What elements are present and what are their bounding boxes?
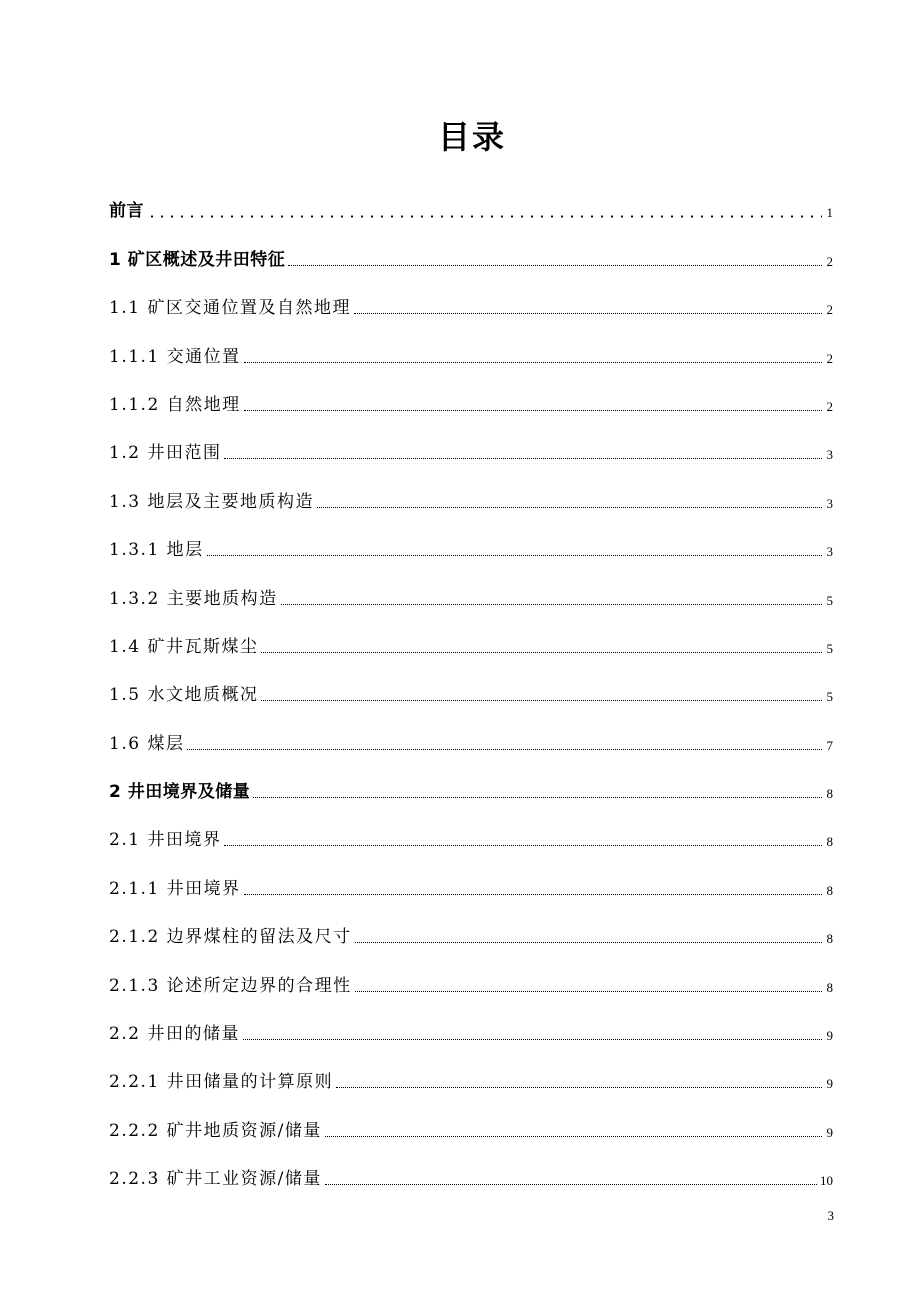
- toc-dot-leader: [325, 1184, 817, 1185]
- toc-dot-leader: [224, 458, 822, 459]
- toc-dot-leader: [261, 700, 822, 701]
- toc-dot-leader: [253, 797, 822, 798]
- toc-entry-page: 5: [826, 592, 833, 608]
- toc-entry-page: 2: [826, 253, 833, 269]
- toc-entry-page: 9: [826, 1076, 833, 1092]
- toc-dot-leader: [336, 1087, 822, 1088]
- page-title: 目录: [437, 118, 506, 156]
- toc-entry-label: 2.2 井田的储量: [109, 1024, 240, 1045]
- toc-entry[interactable]: [109, 913, 833, 961]
- toc-dot-leader: [187, 749, 822, 750]
- toc-dot-leader: [288, 265, 822, 266]
- toc-entry-label: 2.2.1 井田储量的计算原则: [109, 1072, 334, 1093]
- toc-entry[interactable]: [109, 574, 833, 622]
- toc-entry-label: 1.3 地层及主要地质构造: [109, 491, 314, 512]
- toc-entry[interactable]: [109, 187, 833, 235]
- toc-entry-label: 2.1.1 井田境界: [109, 878, 241, 899]
- toc-entry-page: 5: [826, 640, 833, 656]
- toc-entry[interactable]: [109, 1010, 833, 1058]
- toc-entry-page: 8: [826, 979, 833, 995]
- toc-entry-label: 1.2 井田范围: [109, 443, 222, 464]
- toc-entry-page: 8: [826, 786, 833, 802]
- toc-entry-label: 1.1.2 自然地理: [109, 394, 241, 415]
- toc-entry[interactable]: [109, 332, 833, 380]
- toc-entry-page: 8: [826, 931, 833, 947]
- toc-dot-leader: [244, 410, 822, 411]
- toc-entry[interactable]: [109, 816, 833, 864]
- toc-entry-label: 1 矿区概述及井田特征: [109, 249, 286, 270]
- toc-entry-label: 2.2.2 矿井地质资源/储量: [109, 1120, 322, 1141]
- toc-entry-page: 5: [826, 689, 833, 705]
- toc-entry[interactable]: [109, 671, 833, 719]
- toc-entry-label: 2.1.3 论述所定边界的合理性: [109, 975, 352, 996]
- toc-entry-page: 10: [820, 1173, 833, 1189]
- toc-entry-label: 前言: [109, 201, 144, 222]
- toc-dot-leader: [224, 845, 822, 846]
- toc-entry-label: 1.1.1 交通位置: [109, 346, 241, 367]
- toc-dot-leader: [355, 991, 822, 992]
- toc-entry[interactable]: [109, 477, 833, 525]
- toc-entry-label: 2 井田境界及储量: [109, 782, 251, 803]
- toc-entry[interactable]: [109, 526, 833, 574]
- toc-dot-leader: [325, 1136, 822, 1137]
- toc-dot-leader: [354, 313, 822, 314]
- toc-entry[interactable]: [109, 961, 833, 1009]
- toc-entry-page: 2: [826, 398, 833, 414]
- toc-dot-leader: [244, 362, 822, 363]
- toc-entry-label: 1.3.2 主要地质构造: [109, 588, 278, 609]
- toc-dot-leader: [281, 604, 822, 605]
- toc-entry-label: 1.4 矿井瓦斯煤尘: [109, 636, 259, 657]
- toc-entry-label: 1.3.1 地层: [109, 540, 204, 561]
- toc-entry-page: 7: [826, 737, 833, 753]
- toc-dot-leader: [147, 215, 822, 218]
- toc-entry[interactable]: [109, 381, 833, 429]
- toc-entry[interactable]: [109, 1155, 833, 1203]
- toc-entry-page: 2: [826, 350, 833, 366]
- toc-entry[interactable]: [109, 235, 833, 283]
- toc-entry[interactable]: [109, 623, 833, 671]
- toc-dot-leader: [317, 507, 822, 508]
- toc-entry-page: 8: [826, 834, 833, 850]
- table-of-contents: [109, 187, 833, 1203]
- page-number: 3: [827, 1208, 834, 1223]
- toc-entry[interactable]: [109, 429, 833, 477]
- toc-entry-label: 1.1 矿区交通位置及自然地理: [109, 298, 351, 319]
- toc-entry-page: 3: [826, 447, 833, 463]
- toc-entry-label: 1.5 水文地质概况: [109, 685, 259, 706]
- toc-entry[interactable]: [109, 284, 833, 332]
- toc-entry-page: 1: [826, 205, 833, 221]
- toc-entry[interactable]: [109, 1106, 833, 1154]
- toc-entry[interactable]: [109, 768, 833, 816]
- toc-entry-label: 1.6 煤层: [109, 733, 185, 754]
- toc-entry-label: 2.1.2 边界煤柱的留法及尺寸: [109, 927, 352, 948]
- toc-entry-label: 2.1 井田境界: [109, 830, 222, 851]
- toc-dot-leader: [244, 894, 822, 895]
- toc-entry[interactable]: [109, 719, 833, 767]
- toc-entry-page: 9: [826, 1124, 833, 1140]
- toc-entry-page: 9: [826, 1028, 833, 1044]
- toc-dot-leader: [207, 555, 822, 556]
- toc-dot-leader: [355, 942, 822, 943]
- toc-entry-page: 8: [826, 882, 833, 898]
- toc-entry[interactable]: [109, 1058, 833, 1106]
- toc-dot-leader: [243, 1039, 822, 1040]
- toc-entry-page: 3: [826, 544, 833, 560]
- toc-entry-label: 2.2.3 矿井工业资源/储量: [109, 1169, 322, 1190]
- toc-entry[interactable]: [109, 864, 833, 912]
- toc-dot-leader: [261, 652, 822, 653]
- toc-entry-page: 3: [826, 495, 833, 511]
- toc-entry-page: 2: [826, 302, 833, 318]
